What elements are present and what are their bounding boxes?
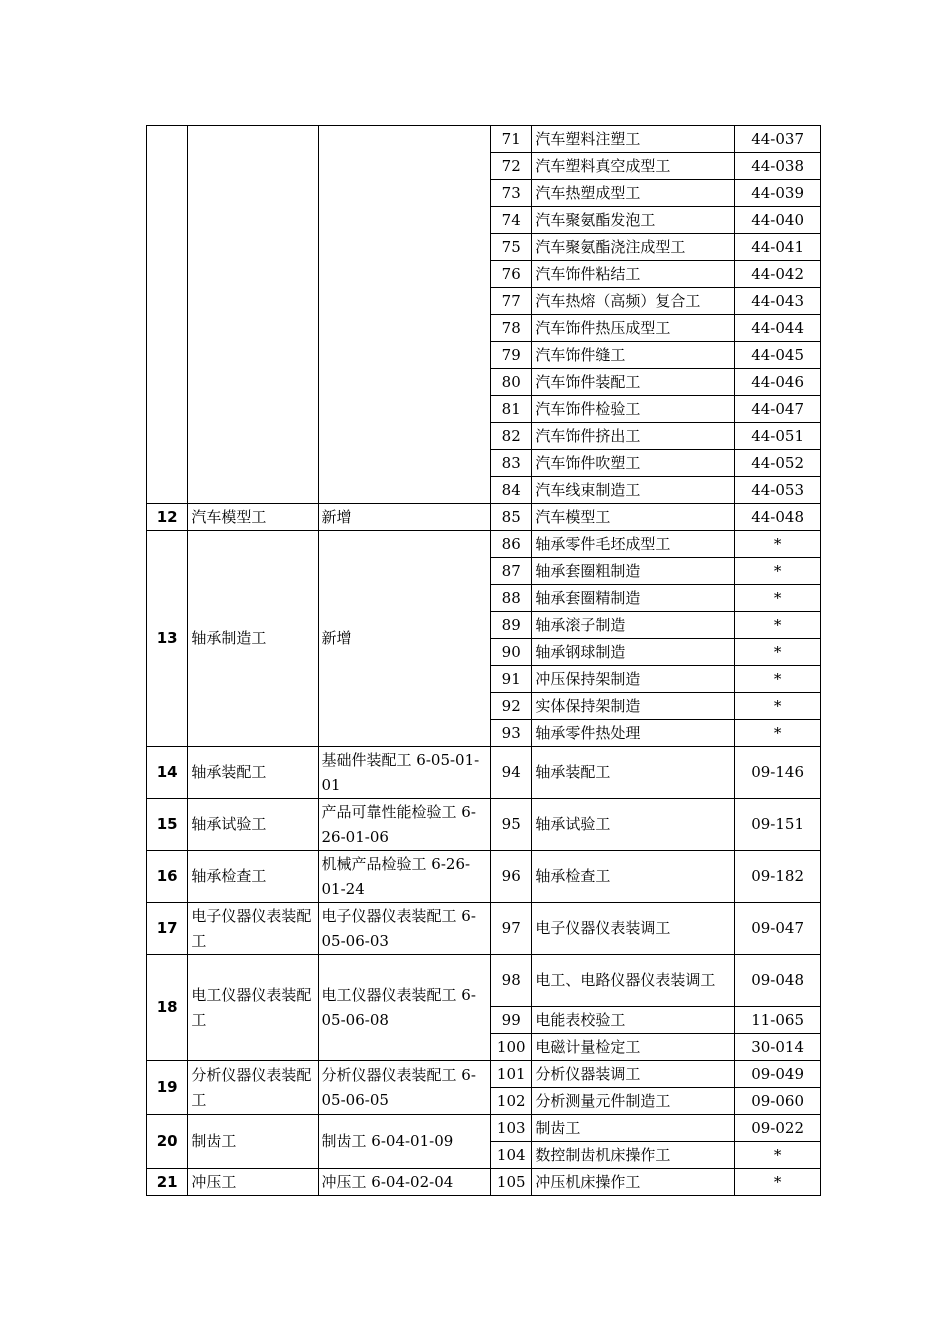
seq-cell: 13 (147, 531, 187, 746)
old-ref-cell: 新增 (319, 504, 491, 530)
num-cell: 76 (491, 261, 531, 287)
table-row (147, 1061, 820, 1087)
new-name-cell: 制齿工 (532, 1115, 734, 1141)
old-name-cell (188, 126, 317, 503)
old-name-cell: 制齿工 (188, 1115, 317, 1168)
new-name-cell: 轴承零件毛坯成型工 (532, 531, 734, 557)
code-cell: 11-065 (735, 1007, 820, 1033)
num-cell: 95 (491, 799, 531, 850)
table-row (147, 504, 820, 530)
old-ref-cell: 产品可靠性能检验工 6-26-01-06 (319, 799, 491, 850)
new-name-cell: 汽车塑料真空成型工 (532, 153, 734, 179)
new-name-cell: 冲压机床操作工 (532, 1169, 734, 1195)
num-cell: 90 (491, 639, 531, 665)
new-name-cell: 冲压保持架制造 (532, 666, 734, 692)
new-name-cell: 电磁计量检定工 (532, 1034, 734, 1060)
num-cell: 82 (491, 423, 531, 449)
old-ref-cell: 制齿工 6-04-01-09 (319, 1115, 491, 1168)
new-name-cell: 汽车塑料注塑工 (532, 126, 734, 152)
code-cell: * (735, 666, 820, 692)
code-cell: 44-044 (735, 315, 820, 341)
old-ref-cell: 电工仪器仪表装配工 6-05-06-08 (319, 955, 491, 1060)
num-cell: 77 (491, 288, 531, 314)
code-cell: 44-047 (735, 396, 820, 422)
code-cell: 44-045 (735, 342, 820, 368)
new-name-cell: 轴承套圈精制造 (532, 585, 734, 611)
seq-cell: 12 (147, 504, 187, 530)
num-cell: 102 (491, 1088, 531, 1114)
num-cell: 85 (491, 504, 531, 530)
code-cell: 44-051 (735, 423, 820, 449)
num-cell: 93 (491, 720, 531, 746)
new-name-cell: 汽车聚氨酯发泡工 (532, 207, 734, 233)
old-name-cell: 轴承检查工 (188, 851, 317, 902)
code-cell: 44-040 (735, 207, 820, 233)
new-name-cell: 汽车线束制造工 (532, 477, 734, 503)
occupation-table (146, 125, 821, 1196)
new-name-cell: 数控制齿机床操作工 (532, 1142, 734, 1168)
num-cell: 88 (491, 585, 531, 611)
num-cell: 97 (491, 903, 531, 954)
seq-cell: 14 (147, 747, 187, 798)
code-cell: * (735, 693, 820, 719)
num-cell: 98 (491, 955, 531, 1006)
new-name-cell: 汽车饰件缝工 (532, 342, 734, 368)
seq-cell: 19 (147, 1061, 187, 1114)
old-name-cell: 冲压工 (188, 1169, 317, 1195)
code-cell: 09-048 (735, 955, 820, 1006)
code-cell: 44-042 (735, 261, 820, 287)
code-cell: 44-037 (735, 126, 820, 152)
new-name-cell: 汽车饰件检验工 (532, 396, 734, 422)
seq-cell (147, 126, 187, 503)
code-cell: 09-151 (735, 799, 820, 850)
num-cell: 103 (491, 1115, 531, 1141)
table-row (147, 126, 820, 152)
code-cell: 44-052 (735, 450, 820, 476)
code-cell: * (735, 639, 820, 665)
new-name-cell: 分析仪器装调工 (532, 1061, 734, 1087)
new-name-cell: 汽车饰件热压成型工 (532, 315, 734, 341)
seq-cell: 16 (147, 851, 187, 902)
code-cell: 44-038 (735, 153, 820, 179)
new-name-cell: 实体保持架制造 (532, 693, 734, 719)
code-cell: 44-041 (735, 234, 820, 260)
code-cell: 09-022 (735, 1115, 820, 1141)
seq-cell: 15 (147, 799, 187, 850)
code-cell: * (735, 531, 820, 557)
table-row (147, 799, 820, 850)
old-name-cell: 电工仪器仪表装配工 (188, 955, 317, 1060)
old-ref-cell: 冲压工 6-04-02-04 (319, 1169, 491, 1195)
new-name-cell: 轴承套圈粗制造 (532, 558, 734, 584)
num-cell: 96 (491, 851, 531, 902)
old-ref-cell: 电子仪器仪表装配工 6-05-06-03 (319, 903, 491, 954)
new-name-cell: 轴承钢球制造 (532, 639, 734, 665)
num-cell: 79 (491, 342, 531, 368)
seq-cell: 18 (147, 955, 187, 1060)
code-cell: 30-014 (735, 1034, 820, 1060)
code-cell: 44-048 (735, 504, 820, 530)
num-cell: 99 (491, 1007, 531, 1033)
new-name-cell: 轴承检查工 (532, 851, 734, 902)
new-name-cell: 分析测量元件制造工 (532, 1088, 734, 1114)
table-row (147, 1115, 820, 1141)
num-cell: 72 (491, 153, 531, 179)
new-name-cell: 汽车聚氨酯浇注成型工 (532, 234, 734, 260)
num-cell: 73 (491, 180, 531, 206)
table-row (147, 1169, 820, 1195)
code-cell: 09-182 (735, 851, 820, 902)
code-cell: 09-049 (735, 1061, 820, 1087)
num-cell: 87 (491, 558, 531, 584)
old-ref-cell: 机械产品检验工 6-26-01-24 (319, 851, 491, 902)
num-cell: 84 (491, 477, 531, 503)
old-name-cell: 轴承试验工 (188, 799, 317, 850)
code-cell: * (735, 612, 820, 638)
code-cell: 09-146 (735, 747, 820, 798)
code-cell: 09-047 (735, 903, 820, 954)
code-cell: 44-043 (735, 288, 820, 314)
num-cell: 81 (491, 396, 531, 422)
seq-cell: 21 (147, 1169, 187, 1195)
num-cell: 100 (491, 1034, 531, 1060)
new-name-cell: 轴承试验工 (532, 799, 734, 850)
code-cell: 44-039 (735, 180, 820, 206)
table-row (147, 851, 820, 902)
new-name-cell: 汽车饰件装配工 (532, 369, 734, 395)
table-row (147, 903, 820, 954)
code-cell: 44-053 (735, 477, 820, 503)
num-cell: 78 (491, 315, 531, 341)
num-cell: 104 (491, 1142, 531, 1168)
num-cell: 101 (491, 1061, 531, 1087)
num-cell: 71 (491, 126, 531, 152)
seq-cell: 20 (147, 1115, 187, 1168)
num-cell: 86 (491, 531, 531, 557)
new-name-cell: 轴承零件热处理 (532, 720, 734, 746)
num-cell: 105 (491, 1169, 531, 1195)
num-cell: 80 (491, 369, 531, 395)
new-name-cell: 汽车饰件挤出工 (532, 423, 734, 449)
num-cell: 91 (491, 666, 531, 692)
new-name-cell: 汽车饰件吹塑工 (532, 450, 734, 476)
code-cell: * (735, 1142, 820, 1168)
num-cell: 92 (491, 693, 531, 719)
code-cell: * (735, 558, 820, 584)
old-name-cell: 分析仪器仪表装配工 (188, 1061, 317, 1114)
new-name-cell: 电子仪器仪表装调工 (532, 903, 734, 954)
new-name-cell: 电工、电路仪器仪表装调工 (532, 955, 734, 1006)
num-cell: 94 (491, 747, 531, 798)
old-name-cell: 电子仪器仪表装配工 (188, 903, 317, 954)
new-name-cell: 电能表校验工 (532, 1007, 734, 1033)
old-ref-cell: 基础件装配工 6-05-01-01 (319, 747, 491, 798)
num-cell: 89 (491, 612, 531, 638)
num-cell: 75 (491, 234, 531, 260)
new-name-cell: 汽车热熔（高频）复合工 (532, 288, 734, 314)
code-cell: 44-046 (735, 369, 820, 395)
table-row (147, 747, 820, 798)
old-name-cell: 轴承制造工 (188, 531, 317, 746)
new-name-cell: 汽车热塑成型工 (532, 180, 734, 206)
table-row (147, 531, 820, 557)
code-cell: * (735, 1169, 820, 1195)
new-name-cell: 汽车模型工 (532, 504, 734, 530)
seq-cell: 17 (147, 903, 187, 954)
code-cell: * (735, 720, 820, 746)
old-ref-cell: 分析仪器仪表装配工 6-05-06-05 (319, 1061, 491, 1114)
num-cell: 83 (491, 450, 531, 476)
new-name-cell: 汽车饰件粘结工 (532, 261, 734, 287)
old-ref-cell (319, 126, 491, 503)
old-name-cell: 汽车模型工 (188, 504, 317, 530)
old-ref-cell: 新增 (319, 531, 491, 746)
table-row (147, 955, 820, 1006)
new-name-cell: 轴承滚子制造 (532, 612, 734, 638)
num-cell: 74 (491, 207, 531, 233)
code-cell: 09-060 (735, 1088, 820, 1114)
old-name-cell: 轴承装配工 (188, 747, 317, 798)
new-name-cell: 轴承装配工 (532, 747, 734, 798)
code-cell: * (735, 585, 820, 611)
